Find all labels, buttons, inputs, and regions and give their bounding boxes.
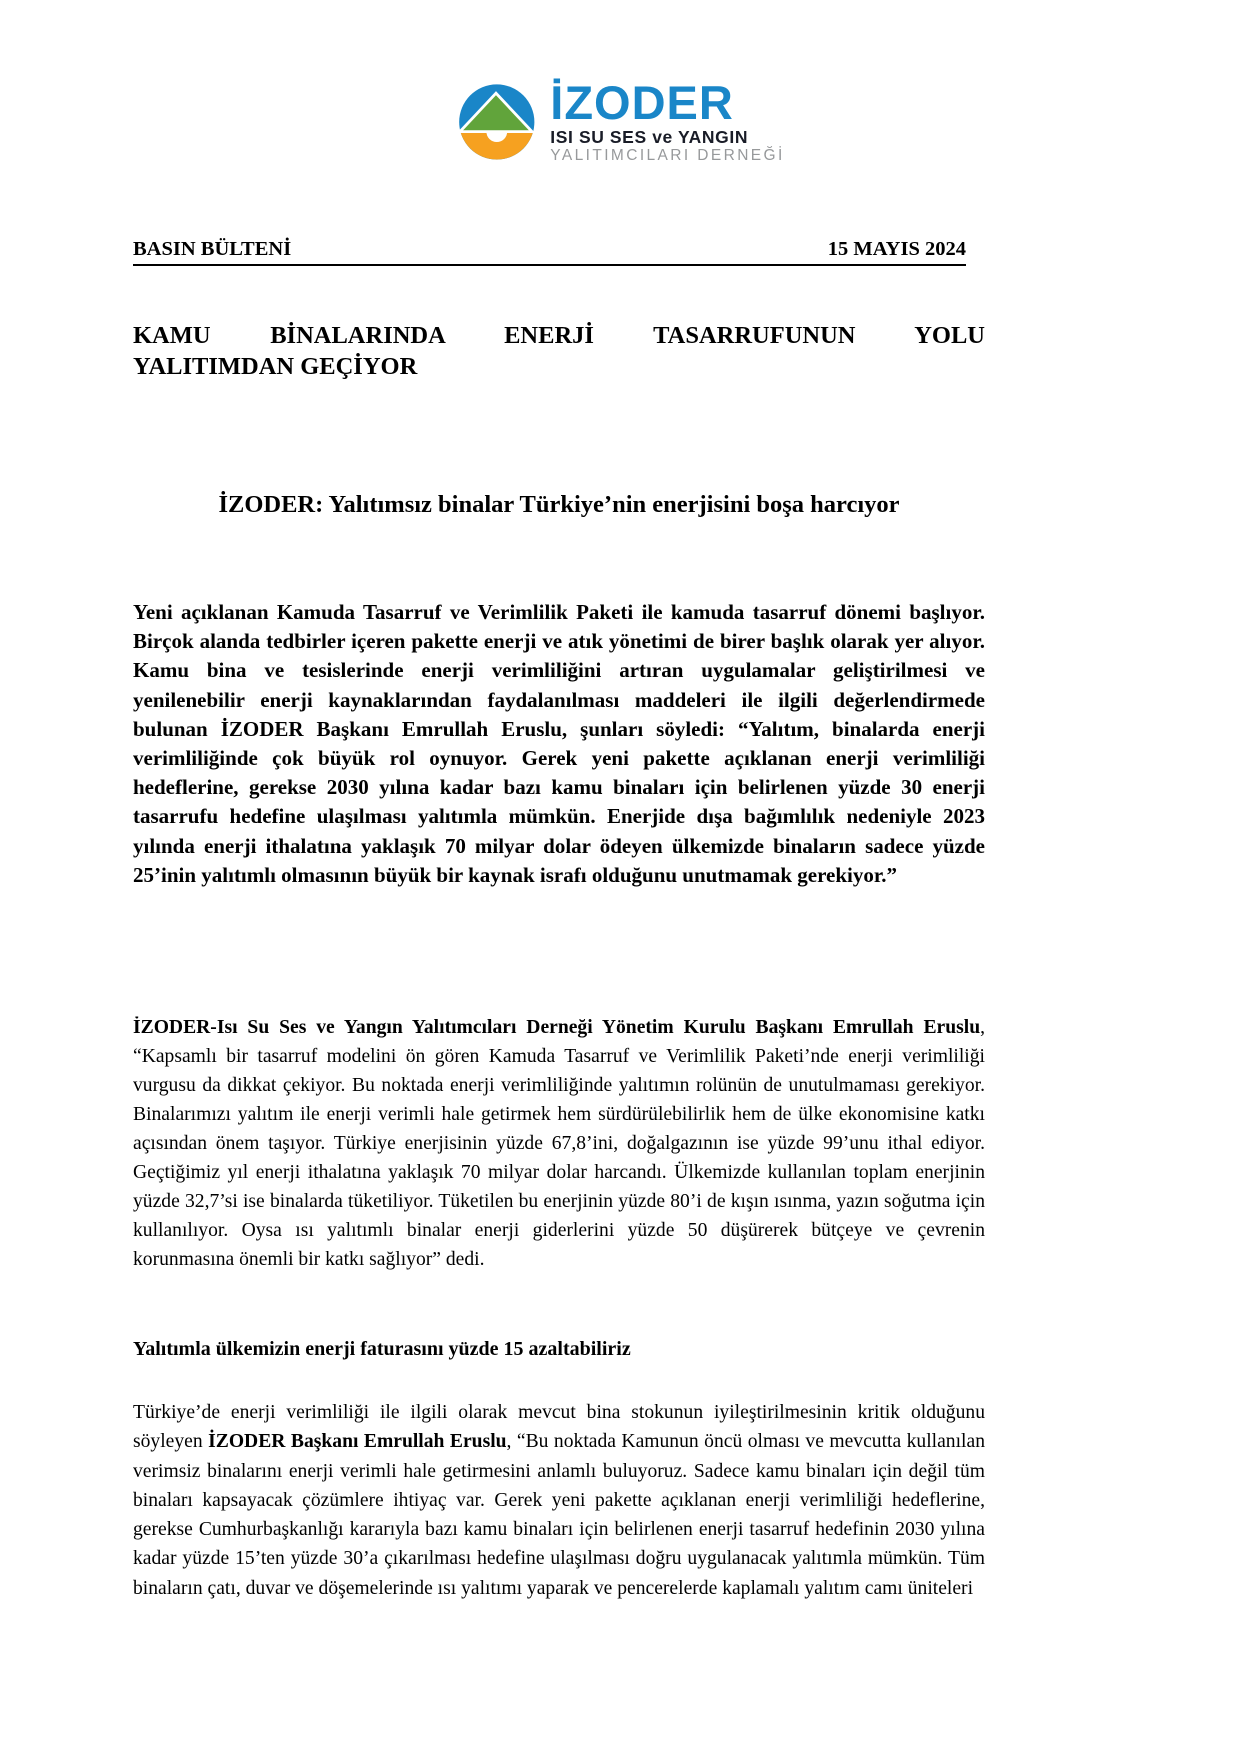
paragraph3-text: , “Bu noktada Kamunun öncü olması ve mevcutta kullanılan verimsiz binalarını enerji verimli hale getirmesini anlamlı buluyoruz. Sadece kamu binaları için değil tüm binaları kapsayacak çözümlere ihtiyaç var. Gerek yeni pakette açıklanan enerji verimliliği hedeflerine, gerekse Cumhurbaşkanlığı kararıyla bazı kamu binaları için belirlenen enerji tasarruf hedefinin 2030 yılına kadar yüzde 15’ten yüzde 30’a çıkarılması hedefine ulaşılması doğru uygulanacak yalıtımla mümkün. Tüm binaların çatı, duvar ve döşemelerinde ısı yalıtımı yaparak ve pencerelerde kaplamalı yalıtım camı üniteleri xyxy=(133,1431,985,1599)
paragraph3-pre-text: Türkiye’de enerji verimliliği ile ilgili olarak mevcut bina stokunun iyileştirilmesinin kritik olduğunu söyleyen xyxy=(133,1402,985,1453)
page-title xyxy=(133,320,985,382)
body-paragraph-3 xyxy=(133,1398,985,1603)
page-title-line-2: YALITIMDAN GEÇİYOR xyxy=(133,353,418,380)
press-bulletin-label: BASIN BÜLTENİ xyxy=(133,238,292,260)
paragraph2-text: , “Kapsamlı bir tasarruf modelini ön gören Kamuda Tasarruf ve Verimlilik Paketi’nde enerji verimliliği vurgusu da dikkat çekiyor. Bu noktada enerji verimliliğinde yalıtımın rolünün de unutulmaması gerekiyor. Binalarımızı yalıtım ile enerji verimli hale getirmek hem sürdürülebilirlik hem de ülke ekonomisine katkı açısından önem taşıyor. Türkiye enerjisinin yüzde 67,8’ini, doğalgazının ise yüzde 99’unu ithal ediyor. Geçtiğimiz yıl enerji ithalatına yaklaşık 70 milyar dolar harcandı. Ülkemizde kullanılan toplam enerjinin yüzde 32,7’si ise binalarda tüketiliyor. Tüketilen bu enerjinin yüzde 80’i de kışın ısınma, yazın soğutma için kullanılıyor. Oysa ısı yalıtımlı binalar enerji giderlerini yüzde 50 düşürerek bütçeye ve çevrenin korunmasına önemli bir katkı sağlıyor” dedi. xyxy=(133,1017,985,1270)
logo-tagline-2: YALITIMCILARI DERNEĞİ xyxy=(550,147,785,164)
page-title-line-1: KAMU BİNALARINDA ENERJİ TASARRUFUNUN YOLU xyxy=(133,322,985,349)
paragraph3-bold-name: İZODER Başkanı Emrullah Eruslu xyxy=(208,1431,507,1453)
logo-wordmark: İZODER xyxy=(550,76,734,129)
logo-text xyxy=(550,76,785,164)
body-paragraph-2 xyxy=(133,1013,985,1274)
izoder-logo xyxy=(456,76,785,164)
logo-tagline-1: ISI SU SES ve YANGIN xyxy=(550,127,749,147)
section-heading: Yalıtımla ülkemizin enerji faturasını yüzde 15 azaltabiliriz xyxy=(133,1338,631,1360)
paragraph2-bold-intro: İZODER-Isı Su Ses ve Yangın Yalıtımcıları Derneği Yönetim Kurulu Başkanı Emrullah Eruslu xyxy=(133,1017,981,1038)
izoder-house-circle-icon xyxy=(456,82,536,162)
page-subtitle: İZODER: Yalıtımsız binalar Türkiye’nin enerjisini boşa harcıyor xyxy=(218,491,900,518)
document-header xyxy=(133,238,966,266)
document-date: 15 MAYIS 2024 xyxy=(827,238,966,260)
lead-paragraph: Yeni açıklanan Kamuda Tasarruf ve Verimlilik Paketi ile kamuda tasarruf dönemi başlıyor. Birçok alanda tedbirler içeren pakette enerji ve atık yönetimi de birer başlık olarak yer alıyor. Kamu bina ve tesislerinde enerji verimliliğini artıran uygulamalar geliştirilmesi ve yenilenebilir enerji kaynaklarından faydalanılması maddeleri ile ilgili değerlendirmede bulunan İZODER Başkanı Emrullah Eruslu, şunları söyledi: “Yalıtım, binalarda enerji verimliliğinde çok büyük rol oynuyor. Gerek yeni pakette açıklanan enerji verimliliği hedeflerine, gerekse 2030 yılına kadar bazı kamu binaları için belirlenen yüzde 30 enerji tasarrufu hedefine ulaşılması yalıtımla mümkün. Enerjide dışa bağımlılık nedeniyle 2023 yılında enerji ithalatına yaklaşık 70 milyar dolar ödeyen ülkemizde binaların sadece yüzde 25’inin yalıtımlı olmasının büyük bir kaynak israfı olduğunu unutmamak gerekiyor.” xyxy=(133,600,985,887)
